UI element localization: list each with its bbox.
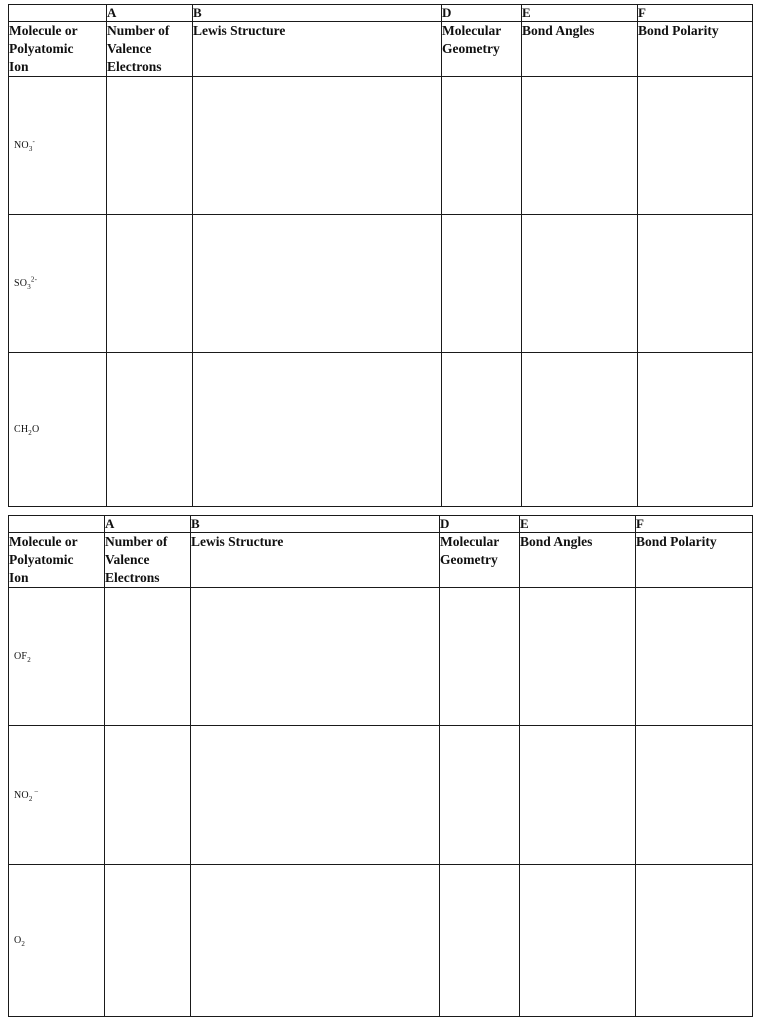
header-molecule-line: Polyatomic — [9, 552, 74, 567]
lewis-answer-cell[interactable] — [193, 77, 442, 215]
worksheet-grid — [8, 515, 753, 1017]
header-geometry-line: Geometry — [442, 41, 500, 56]
angles-answer-cell[interactable] — [520, 726, 636, 865]
header-geometry-line: Geometry — [440, 552, 498, 567]
lewis-answer-cell[interactable] — [193, 353, 442, 507]
polarity-answer-cell[interactable] — [636, 865, 753, 1017]
column-letter-blank — [9, 5, 107, 22]
header-lewis: Lewis Structure — [193, 22, 442, 77]
formula-cell: $NO_3^-$ — [9, 77, 107, 215]
valence-answer-cell[interactable] — [107, 77, 193, 215]
column-letter-b: B — [193, 5, 442, 22]
column-letter-f: F — [638, 5, 753, 22]
header-row — [9, 533, 753, 588]
header-valence-line: Electrons — [107, 59, 162, 74]
header-geometry — [440, 533, 520, 588]
column-letter-row — [9, 5, 753, 22]
table-row — [9, 77, 753, 215]
column-letter-e: E — [522, 5, 638, 22]
column-letter-a: A — [107, 5, 193, 22]
polarity-answer-cell[interactable] — [638, 215, 753, 353]
header-molecule-line: Ion — [9, 570, 29, 585]
header-molecule-line: Ion — [9, 59, 29, 74]
header-geometry-line: Molecular — [440, 534, 500, 549]
formula-cell: $OF_2$ — [9, 588, 105, 726]
header-valence — [107, 22, 193, 77]
header-valence-line: Number of — [105, 534, 168, 549]
header-molecule-line: Molecule or — [9, 534, 78, 549]
header-geometry-line: Molecular — [442, 23, 502, 38]
column-letter-d: D — [442, 5, 522, 22]
header-valence-line: Electrons — [105, 570, 160, 585]
valence-answer-cell[interactable] — [105, 726, 191, 865]
angles-answer-cell[interactable] — [522, 215, 638, 353]
formula-cell: $CH_2O$ — [9, 353, 107, 507]
lewis-answer-cell[interactable] — [191, 865, 440, 1017]
valence-answer-cell[interactable] — [105, 865, 191, 1017]
column-letter-e: E — [520, 516, 636, 533]
header-molecule — [9, 533, 105, 588]
geometry-answer-cell[interactable] — [440, 588, 520, 726]
formula-cell: $O_2$ — [9, 865, 105, 1017]
geometry-answer-cell[interactable] — [440, 865, 520, 1017]
geometry-answer-cell[interactable] — [442, 353, 522, 507]
column-letter-d: D — [440, 516, 520, 533]
polarity-answer-cell[interactable] — [638, 353, 753, 507]
polarity-answer-cell[interactable] — [638, 77, 753, 215]
header-lewis: Lewis Structure — [191, 533, 440, 588]
angles-answer-cell[interactable] — [520, 588, 636, 726]
column-letter-f: F — [636, 516, 753, 533]
angles-answer-cell[interactable] — [520, 865, 636, 1017]
angles-answer-cell[interactable] — [522, 353, 638, 507]
table-row — [9, 726, 753, 865]
valence-answer-cell[interactable] — [105, 588, 191, 726]
header-angles: Bond Angles — [522, 22, 638, 77]
lewis-answer-cell[interactable] — [191, 588, 440, 726]
formula-cell: $NO_2$ – — [9, 726, 105, 865]
header-molecule-line: Molecule or — [9, 23, 78, 38]
geometry-answer-cell[interactable] — [442, 77, 522, 215]
column-letter-blank — [9, 516, 105, 533]
header-geometry — [442, 22, 522, 77]
table-row — [9, 215, 753, 353]
table-row — [9, 865, 753, 1017]
header-valence-line: Valence — [105, 552, 150, 567]
worksheet-table-2 — [8, 515, 752, 1017]
header-molecule-line: Polyatomic — [9, 41, 74, 56]
table-row — [9, 588, 753, 726]
worksheet-grid — [8, 4, 753, 507]
header-row — [9, 22, 753, 77]
table-row — [9, 353, 753, 507]
header-valence-line: Number of — [107, 23, 170, 38]
column-letter-row — [9, 516, 753, 533]
valence-answer-cell[interactable] — [107, 215, 193, 353]
geometry-answer-cell[interactable] — [442, 215, 522, 353]
header-molecule — [9, 22, 107, 77]
formula-cell: $SO_3^{2-}$ — [9, 215, 107, 353]
header-valence — [105, 533, 191, 588]
angles-answer-cell[interactable] — [522, 77, 638, 215]
header-polarity: Bond Polarity — [638, 22, 753, 77]
lewis-answer-cell[interactable] — [191, 726, 440, 865]
valence-answer-cell[interactable] — [107, 353, 193, 507]
header-angles: Bond Angles — [520, 533, 636, 588]
geometry-answer-cell[interactable] — [440, 726, 520, 865]
lewis-answer-cell[interactable] — [193, 215, 442, 353]
column-letter-a: A — [105, 516, 191, 533]
column-letter-b: B — [191, 516, 440, 533]
polarity-answer-cell[interactable] — [636, 588, 753, 726]
header-polarity: Bond Polarity — [636, 533, 753, 588]
worksheet-table-1 — [8, 4, 752, 506]
polarity-answer-cell[interactable] — [636, 726, 753, 865]
header-valence-line: Valence — [107, 41, 152, 56]
